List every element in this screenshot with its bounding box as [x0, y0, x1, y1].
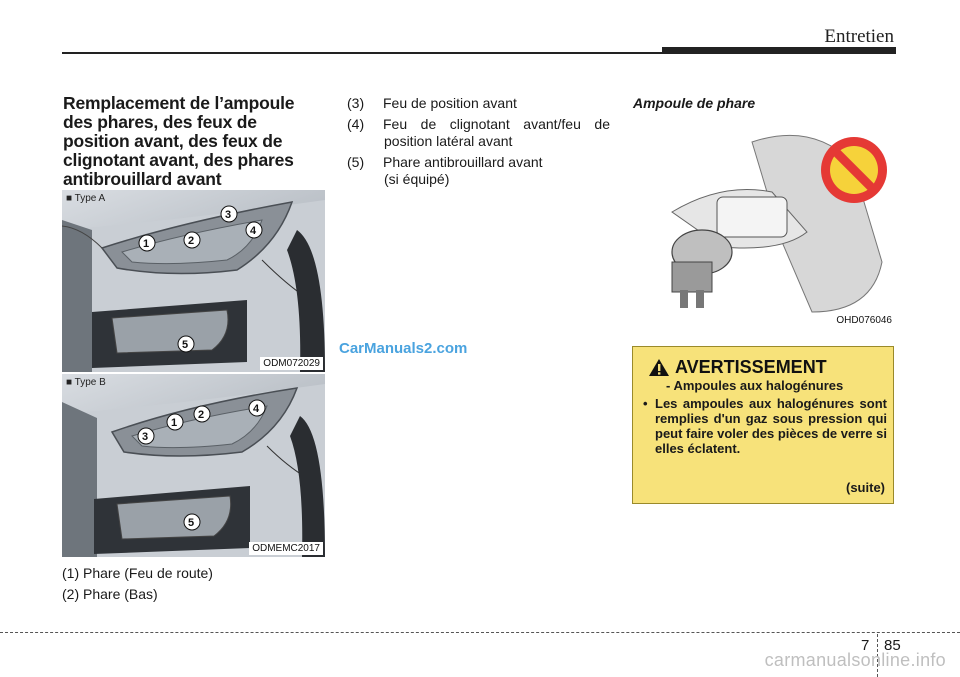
headlamp-photo-type-b	[62, 374, 325, 557]
site-watermark: carmanualsonline.info	[764, 650, 946, 670]
item-text: Phare (Bas)	[83, 586, 158, 602]
page-number: 85	[884, 637, 901, 654]
list-item-headlamp-low	[62, 586, 158, 603]
item-number: (5)	[347, 154, 365, 170]
callout-2: 2	[188, 235, 195, 247]
headlamp-illustration	[62, 190, 325, 372]
item-text: Phare antibrouillard avant	[383, 154, 543, 170]
callout-3: 3	[142, 431, 149, 443]
warning-text: Les ampoules aux halogénures sont remplies d'un gaz sous pression qui peut faire voler des pièces de verre si elles éclatent.	[655, 396, 887, 456]
warning-box	[632, 346, 894, 504]
list-item-turn-signal	[347, 116, 610, 150]
photo-code: ODMEMC2017	[249, 542, 323, 555]
headlamp-illustration	[62, 374, 325, 557]
callout-1: 1	[171, 417, 178, 429]
callout-1: 1	[143, 238, 150, 250]
warning-subtitle: - Ampoules aux halogénures	[666, 378, 844, 393]
list-item-position-lamp	[347, 95, 610, 112]
item-text: Feu de position avant	[383, 95, 517, 111]
watermark-link[interactable]: CarManuals2.com	[339, 340, 468, 357]
bulb-heading: Ampoule de phare	[633, 95, 756, 111]
warning-bullet	[643, 396, 887, 456]
warning-title: AVERTISSEMENT	[675, 357, 827, 377]
item-text: Feu de clignotant avant/feu de	[383, 116, 610, 132]
footer-rule	[0, 632, 960, 633]
photo-type-label: ■ Type A	[66, 193, 106, 204]
list-item-headlamp-high	[62, 565, 213, 582]
headlamp-photo-type-a	[62, 190, 325, 372]
bullet-dot-icon: •	[643, 396, 648, 411]
header-rule	[62, 52, 662, 54]
warning-triangle-icon	[648, 358, 670, 377]
warning-continued: (suite)	[846, 480, 885, 495]
list-item-fog-lamp	[347, 154, 610, 188]
item-number: (2)	[62, 586, 80, 602]
bulb-list	[347, 95, 610, 192]
main-heading: Remplacement de l’ampoule des phares, des feux de position avant, des feux de clignotant avant, des phares antibrouillard avant	[63, 93, 295, 189]
callout-4: 4	[250, 225, 257, 237]
item-text-cont: (si équipé)	[384, 171, 450, 187]
halogen-bulb-illustration	[632, 122, 895, 327]
section-title: Entretien	[824, 26, 894, 47]
item-number: (3)	[347, 95, 365, 111]
item-number: (1)	[62, 565, 80, 581]
callout-5: 5	[182, 339, 189, 351]
photo-code: OHD076046	[833, 314, 895, 327]
callout-5: 5	[188, 517, 195, 529]
chapter-number: 7	[861, 637, 870, 654]
photo-type-label: ■ Type B	[66, 377, 106, 388]
bulb-photo	[632, 122, 895, 327]
callout-4: 4	[253, 403, 260, 415]
item-text-cont: position latéral avant	[384, 133, 513, 149]
callout-3: 3	[225, 209, 232, 221]
photo-code: ODM072029	[260, 357, 323, 370]
item-text: Phare (Feu de route)	[83, 565, 213, 581]
header-rule-bold	[662, 47, 896, 54]
callout-2: 2	[198, 409, 205, 421]
item-number: (4)	[347, 116, 365, 132]
